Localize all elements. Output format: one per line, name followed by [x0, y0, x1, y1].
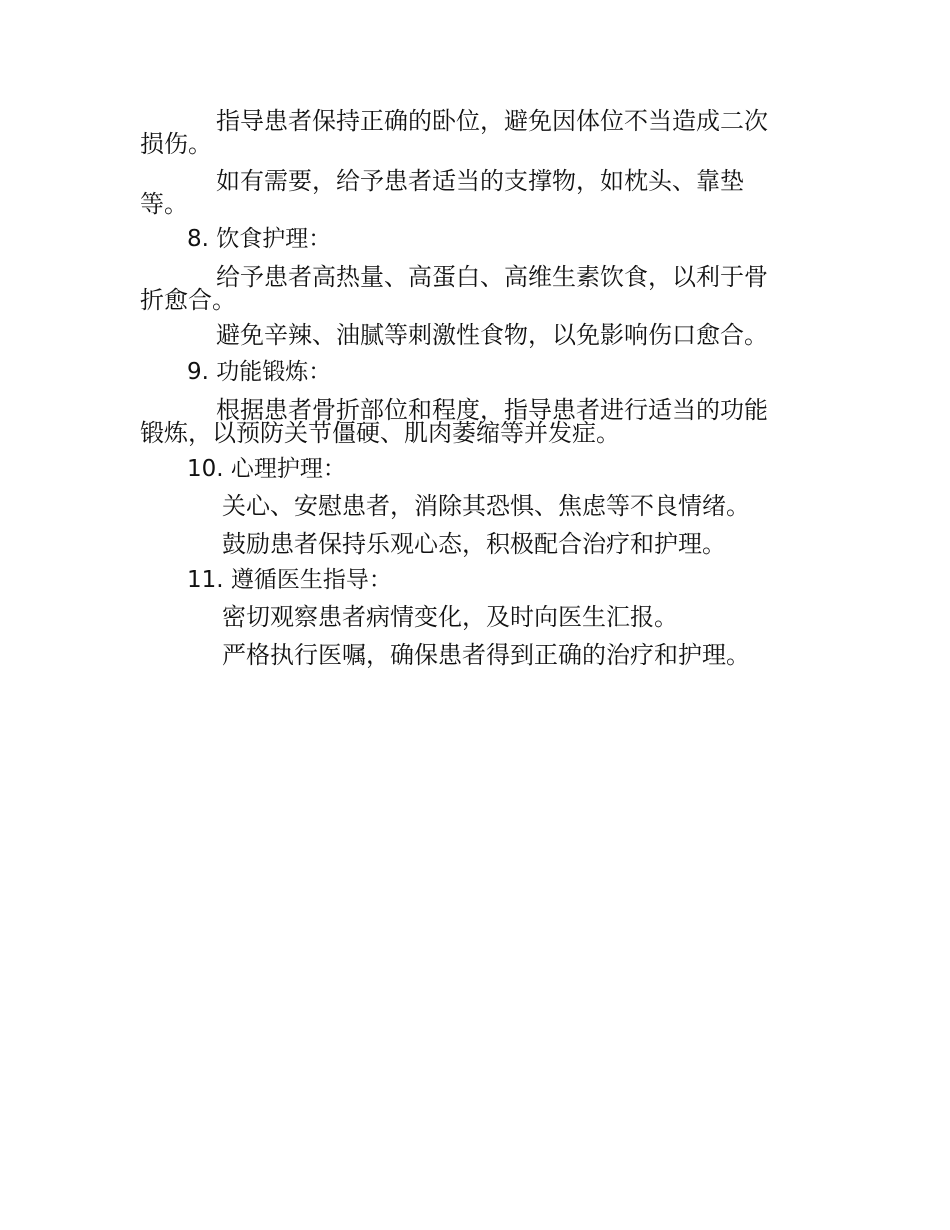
paragraph-line: 等。 [140, 190, 188, 218]
paragraph-line: 严格执行医嘱，确保患者得到正确的治疗和护理。 [222, 641, 750, 669]
section-heading: 11. 遵循医生指导： [187, 567, 392, 593]
section-heading: 8. 饮食护理： [187, 226, 332, 252]
paragraph-line: 锻炼，以预防关节僵硬、肌肉萎缩等并发症。 [140, 419, 620, 447]
paragraph-line: 根据患者骨折部位和程度，指导患者进行适当的功能 [216, 396, 768, 424]
paragraph-line: 如有需要，给予患者适当的支撑物，如枕头、靠垫 [216, 167, 744, 195]
section-heading: 10. 心理护理： [187, 456, 346, 482]
paragraph-line: 折愈合。 [140, 286, 236, 314]
section-heading: 9. 功能锻炼： [187, 359, 332, 385]
paragraph-line: 损伤。 [140, 130, 212, 158]
paragraph-line: 鼓励患者保持乐观心态，积极配合治疗和护理。 [222, 530, 726, 558]
paragraph-line: 避免辛辣、油腻等刺激性食物，以免影响伤口愈合。 [216, 321, 768, 349]
paragraph-line: 指导患者保持正确的卧位，避免因体位不当造成二次 [216, 107, 768, 135]
paragraph-line: 给予患者高热量、高蛋白、高维生素饮食，以利于骨 [216, 263, 768, 291]
paragraph-line: 关心、安慰患者，消除其恐惧、焦虑等不良情绪。 [222, 492, 750, 520]
paragraph-line: 密切观察患者病情变化，及时向医生汇报。 [222, 603, 678, 631]
